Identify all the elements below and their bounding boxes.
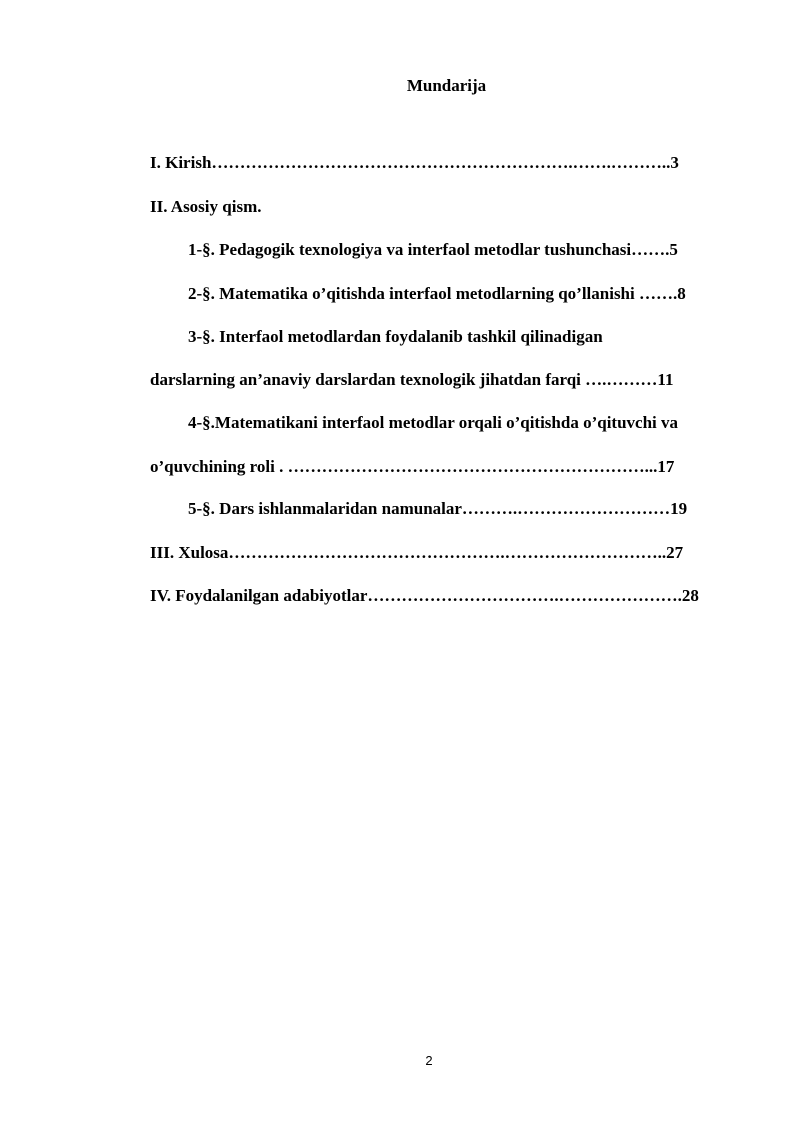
page-title: Mundarija	[406, 76, 487, 95]
toc-entry-section-1: 1-§. Pedagogik texnologiya va interfaol metodlar tushunchasi…….5	[188, 240, 678, 259]
toc-entry-introduction: I. Kirish……………………………………………………….…….………..3	[150, 153, 679, 172]
page-number: 2	[425, 1053, 433, 1068]
toc-entry-section-5: 5-§. Dars ishlanmalaridan namunalar……….………………………19	[188, 499, 688, 518]
toc-entry-section-4-line-1: 4-§.Matematikani interfaol metodlar orqali o’qitishda o’qituvchi va	[188, 413, 679, 432]
toc-entry-section-3-line-2: darslarning an’anaviy darslardan texnologik jihatdan farqi ….………11	[150, 370, 674, 389]
toc-entry-main-part: II. Asosiy qism.	[150, 197, 262, 216]
toc-entry-section-2: 2-§. Matematika o’qitishda interfaol metodlarning qo’llanishi …….8	[188, 284, 686, 303]
toc-entry-section-4-line-2: o’quvchining roli . ………………………………………………………...17	[150, 457, 675, 476]
toc-entry-section-3-line-1: 3-§. Interfaol metodlardan foydalanib tashkil qilinadigan	[188, 327, 603, 346]
toc-entry-references: IV. Foydalanilgan adabiyotlar…………………………….………………….28	[150, 586, 699, 605]
toc-entry-conclusion: III. Xulosa………………………………………….………………………..27	[150, 543, 684, 562]
